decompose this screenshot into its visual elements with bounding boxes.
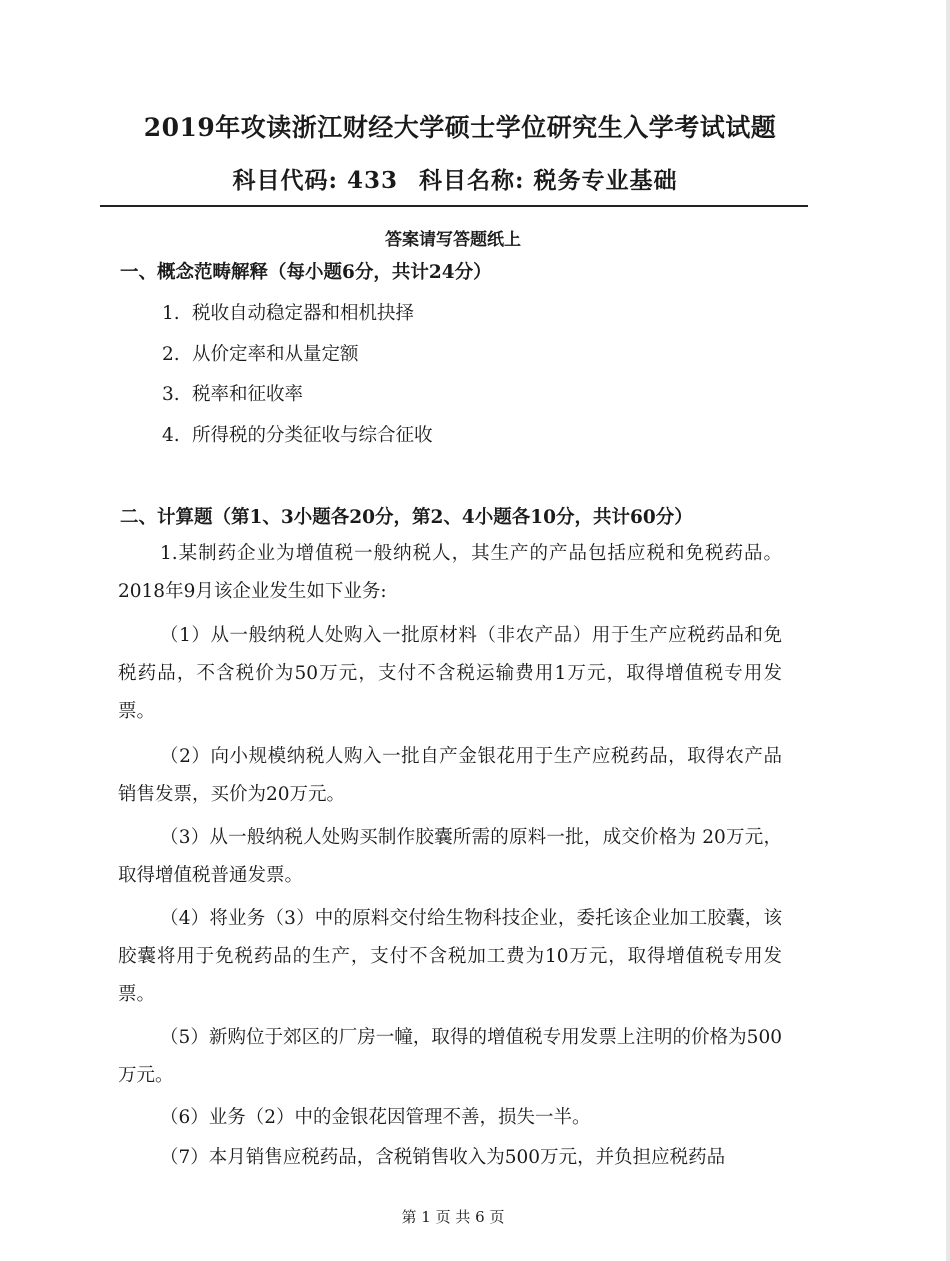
section2-heading: 二、计算题（第1、3小题各20分，第2、4小题各10分，共计60分） — [120, 507, 693, 528]
answer-note: 答案请写答题纸上 — [385, 230, 521, 250]
concept-item: 1. 税收自动稳定器和相机抉择 — [162, 303, 415, 324]
concept-item: 2. 从价定率和从量定额 — [162, 344, 359, 365]
scan-edge — [946, 0, 950, 1261]
problem-paragraph: （6）业务（2）中的金银花因管理不善，损失一半。 — [160, 1107, 591, 1128]
header-divider — [100, 205, 808, 207]
section1-heading: 一、概念范畴解释（每小题6分，共计24分） — [120, 262, 492, 283]
concept-item: 4. 所得税的分类征收与综合征收 — [162, 425, 433, 446]
problem-paragraph: （4）将业务（3）中的原料交付给生物科技企业，委托该企业加工胶囊，该胶囊将用于免税药品的生产，支付不含税加工费为10万元，取得增值税专用发票。 — [118, 908, 782, 1005]
problem-paragraph: （1）从一般纳税人处购入一批原材料（非农产品）用于生产应税药品和免税药品，不含税价为50万元，支付不含税运输费用1万元，取得增值税专用发票。 — [118, 625, 782, 722]
subject-code: 科目代码: 433 — [232, 167, 398, 194]
concept-item: 3. 税率和征收率 — [162, 384, 304, 405]
subject-line — [0, 162, 910, 195]
subject-name: 科目名称: 税务专业基础 — [419, 167, 678, 194]
problem-intro: 1.某制药企业为增值税一般纳税人，其生产的产品包括应税和免税药品。2018年9月该企业发生如下业务: — [118, 543, 782, 602]
problem-paragraph: （7）本月销售应税药品，含税销售收入为500万元，并负担应税药品 — [160, 1147, 726, 1168]
problem-paragraph: （2）向小规模纳税人购入一批自产金银花用于生产应税药品，取得农产品销售发票，买价为20万元。 — [118, 746, 782, 805]
page-number: 第 1 页 共 6 页 — [401, 1208, 505, 1226]
problem-paragraph: （3）从一般纳税人处购买制作胶囊所需的原料一批，成交价格为 20万元，取得增值税普通发票。 — [118, 827, 782, 886]
exam-title: 2019年攻读浙江财经大学硕士学位研究生入学考试试题 — [143, 113, 777, 142]
problem-paragraph: （5）新购位于郊区的厂房一幢，取得的增值税专用发票上注明的价格为500万元。 — [118, 1027, 782, 1086]
